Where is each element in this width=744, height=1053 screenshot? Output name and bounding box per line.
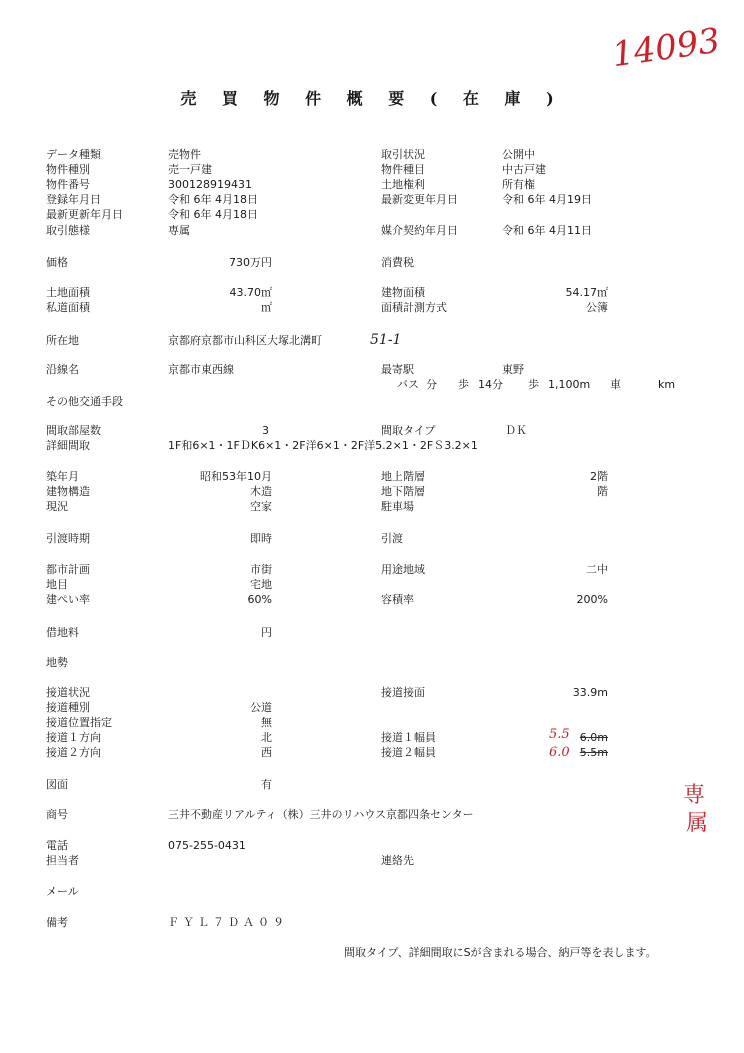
company-label: 商号: [46, 808, 68, 821]
tel-label: 電話: [46, 839, 68, 852]
layout-type-label: 間取タイプ: [381, 424, 436, 437]
updated-label: 最新更新年月日: [46, 208, 123, 221]
layout-detail-label: 詳細間取: [46, 439, 90, 452]
handover-time-label: 引渡時期: [46, 532, 90, 545]
coverage-label: 建ぺい率: [46, 593, 90, 606]
handwritten-side-note-2: 属: [686, 811, 709, 836]
coverage-value: 60%: [247, 593, 272, 606]
last-changed-label: 最新変更年月日: [381, 193, 458, 206]
company-value: 三井不動産リアルティ（株）三井のリハウス京都四条センター: [168, 808, 474, 821]
walk1-label: 歩: [458, 378, 469, 391]
structure-value: 木造: [250, 485, 272, 498]
road-dir2-label: 接道２方向: [46, 746, 101, 759]
car-label: 車: [610, 378, 621, 391]
far-value: 200%: [576, 593, 608, 606]
handwritten-address-number: 51-1: [370, 332, 402, 348]
land-right-label: 土地権利: [381, 178, 425, 191]
parking-label: 駐車場: [381, 500, 414, 513]
structure-label: 建物構造: [46, 485, 90, 498]
agency-date-value: 令和 6年 4月11日: [502, 224, 592, 237]
rooms-label: 間取部屋数: [46, 424, 101, 437]
location-value: 京都府京都市山科区大塚北溝町: [168, 334, 322, 347]
built-value: 昭和53年10月: [200, 470, 272, 483]
road-width1-label: 接道１幅員: [381, 731, 436, 744]
land-right-value: 所有権: [502, 178, 535, 191]
layout-detail-value: 1F和6×1・1FＤK6×1・2F洋6×1・2F洋5.2×1・2FＳ3.2×1: [168, 439, 478, 452]
station-label: 最寄駅: [381, 363, 414, 376]
km-label: km: [658, 378, 676, 391]
contact-label: 連絡先: [381, 854, 414, 867]
road-dir2-value: 西: [261, 746, 272, 759]
price-value: 730万円: [229, 256, 272, 269]
deal-mode-label: 取引態様: [46, 224, 90, 237]
building-area-label: 建物面積: [381, 286, 425, 299]
deal-status-value: 公開中: [502, 148, 535, 161]
station-value: 東野: [502, 363, 524, 376]
data-type-label: データ種類: [46, 148, 101, 161]
private-road-value: ㎡: [261, 301, 272, 314]
footnote: 間取タイプ、詳細間取にSが含まれる場合、納戸等を表します。: [344, 946, 657, 959]
property-class-value: 売一戸建: [168, 163, 212, 176]
handover-time-value: 即時: [250, 532, 272, 545]
use-zone-value: 二中: [586, 563, 608, 576]
city-plan-value: 市街: [250, 563, 272, 576]
property-no-value: 300128919431: [168, 178, 252, 191]
remarks-label: 備考: [46, 916, 68, 929]
price-label: 価格: [46, 256, 68, 269]
property-item-value: 中古戸建: [502, 163, 546, 176]
road-width2-label: 接道２幅員: [381, 746, 436, 759]
road-width2-value: 5.5m: [579, 746, 608, 759]
walk1-value: 14分: [478, 378, 503, 391]
road-kind-label: 接道種別: [46, 701, 90, 714]
registered-label: 登録年月日: [46, 193, 101, 206]
below-floors-value: 階: [597, 485, 608, 498]
land-area-label: 土地面積: [46, 286, 90, 299]
terrain-label: 地勢: [46, 656, 68, 669]
road-width1-value: 6.0m: [579, 731, 608, 744]
road-dir1-value: 北: [261, 731, 272, 744]
drawing-label: 図面: [46, 778, 68, 791]
land-area-value: 43.70㎡: [229, 286, 272, 299]
road-spec-label: 接道位置指定: [46, 716, 112, 729]
handover-label: 引渡: [381, 532, 403, 545]
location-label: 所在地: [46, 334, 79, 347]
lease-label: 借地料: [46, 626, 79, 639]
property-class-label: 物件種別: [46, 163, 90, 176]
person-label: 担当者: [46, 854, 79, 867]
agency-date-label: 媒介契約年月日: [381, 224, 458, 237]
land-category-value: 宅地: [250, 578, 272, 591]
road-frontage-value: 33.9m: [572, 686, 608, 699]
data-type-value: 売物件: [168, 148, 201, 161]
deal-mode-value: 専属: [168, 224, 190, 237]
use-zone-label: 用途地域: [381, 563, 425, 576]
property-item-label: 物件種目: [381, 163, 425, 176]
handwritten-road1-correction: 5.5: [549, 727, 570, 742]
road-frontage-label: 接道接面: [381, 686, 425, 699]
road-dir1-label: 接道１方向: [46, 731, 101, 744]
status-label: 現況: [46, 500, 68, 513]
land-category-label: 地目: [46, 578, 68, 591]
page-title: 売 買 物 件 概 要 ( 在 庫 ): [180, 89, 564, 108]
remarks-value: ＦＹＬ７ＤＡ０９: [168, 916, 288, 929]
layout-type-value: ＤＫ: [505, 424, 527, 437]
lease-value: 円: [261, 626, 272, 639]
measure-method-value: 公簿: [586, 301, 608, 314]
measure-method-label: 面積計測方式: [381, 301, 447, 314]
tel-value: 075-255-0431: [168, 839, 246, 852]
line-value: 京都市東西線: [168, 363, 234, 376]
bus-minutes: 分: [426, 378, 437, 391]
updated-value: 令和 6年 4月18日: [168, 208, 258, 221]
walk2-value: 1,100m: [548, 378, 591, 391]
above-floors-value: 2階: [590, 470, 608, 483]
deal-status-label: 取引状況: [381, 148, 425, 161]
road-status-label: 接道状況: [46, 686, 90, 699]
building-area-value: 54.17㎡: [565, 286, 608, 299]
built-label: 築年月: [46, 470, 79, 483]
handwritten-number: 14093: [609, 20, 723, 76]
registered-value: 令和 6年 4月18日: [168, 193, 258, 206]
mail-label: メール: [46, 885, 79, 898]
property-no-label: 物件番号: [46, 178, 90, 191]
status-value: 空家: [250, 500, 272, 513]
handwritten-side-note-1: 専: [683, 783, 706, 808]
rooms-value: 3: [262, 424, 269, 437]
tax-label: 消費税: [381, 256, 414, 269]
line-label: 沿線名: [46, 363, 79, 376]
handwritten-road2-correction: 6.0: [549, 745, 570, 760]
below-floors-label: 地下階層: [381, 485, 425, 498]
private-road-label: 私道面積: [46, 301, 90, 314]
last-changed-value: 令和 6年 4月19日: [502, 193, 592, 206]
above-floors-label: 地上階層: [381, 470, 425, 483]
road-kind-value: 公道: [250, 701, 272, 714]
drawing-value: 有: [261, 778, 272, 791]
far-label: 容積率: [381, 593, 414, 606]
city-plan-label: 都市計画: [46, 563, 90, 576]
bus-label: バス: [397, 378, 419, 391]
other-transport-label: その他交通手段: [46, 395, 123, 408]
road-spec-value: 無: [261, 716, 272, 729]
walk2-label: 歩: [528, 378, 539, 391]
